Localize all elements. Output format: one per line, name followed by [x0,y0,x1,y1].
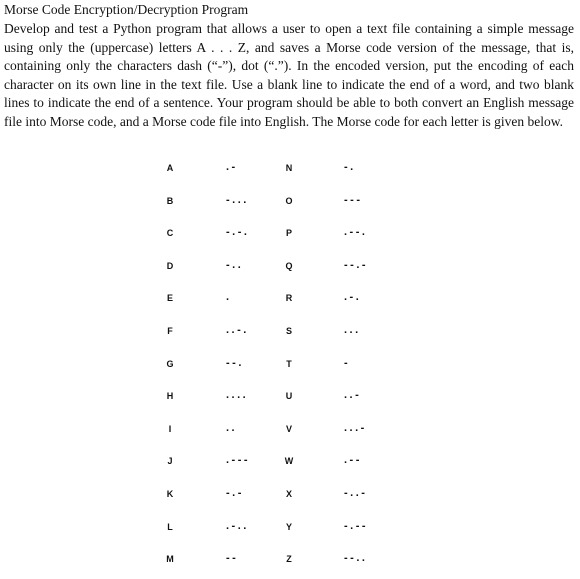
morse-letter: V [285,423,292,434]
morse-letter: K [166,489,174,499]
morse-letter: Q [285,260,293,271]
morse-code: -.-. [226,226,250,239]
morse-letter: U [285,391,293,402]
morse-letter: X [285,489,292,499]
morse-letter: H [166,391,174,402]
morse-code: .. [226,421,238,434]
morse-letter: D [166,260,174,271]
morse-code: .... [226,389,249,402]
morse-code: -. [344,161,356,173]
morse-code: -.- [226,487,244,499]
morse-code: .-. [344,291,362,304]
morse-letter: M [166,554,174,565]
morse-letter: L [167,521,173,532]
morse-letter: J [167,456,173,467]
morse-code: -..- [344,487,368,499]
morse-letter: T [286,358,292,369]
morse-code: .--- [226,454,251,467]
morse-code: --. [226,356,244,369]
morse-letter: W [284,456,294,467]
morse-code: .- [226,161,238,173]
morse-code: ..- [344,389,362,402]
morse-letter: R [285,293,293,304]
morse-code: -.. [226,258,244,271]
morse-code: - [344,356,351,369]
morse-code: --.. [344,552,368,565]
morse-letter: F [167,326,173,336]
morse-code: --- [344,193,363,206]
morse-code: --.- [344,258,369,271]
document-title: Morse Code Encryption/Decryption Program [4,2,249,17]
morse-code: .-.. [226,519,249,532]
instructions-paragraph: Develop and test a Python program that allows a user to open a text file containing a simple message using only the (uppercase) letters A . . . Z, and saves a Morse code version of the message, that is, containing only the characters dash (“-”), dot (“.”). In the encoded version, put the encoding of each character on its own line in the text file. Use a blank line to indicate the end of a word, and two blank lines to indicate the end of a sentence. Your program should be able to both convert an English message file into Morse code, and a Morse code file into English. The Morse code for each letter is given below. [4,21,574,129]
morse-letter: O [285,195,293,206]
morse-code: ..-. [226,324,249,336]
morse-code: -... [226,193,249,206]
morse-letter: Y [285,521,292,532]
morse-letter: B [166,195,174,206]
morse-letter: E [166,293,173,304]
morse-letter: C [166,228,174,239]
morse-code: .--. [344,226,368,239]
morse-letter: I [168,423,172,434]
morse-letter: P [285,228,292,239]
morse-code: ...- [344,421,367,434]
morse-code: -- [226,552,239,565]
morse-letter: Z [286,554,292,565]
morse-code: -.-- [344,519,369,532]
morse-code: ... [344,324,361,336]
morse-letter: G [166,358,174,369]
morse-letter: S [285,326,292,336]
morse-code: .-- [344,454,362,467]
morse-letter: A [166,163,174,173]
morse-code: . [226,291,232,304]
morse-letter: N [285,163,293,173]
